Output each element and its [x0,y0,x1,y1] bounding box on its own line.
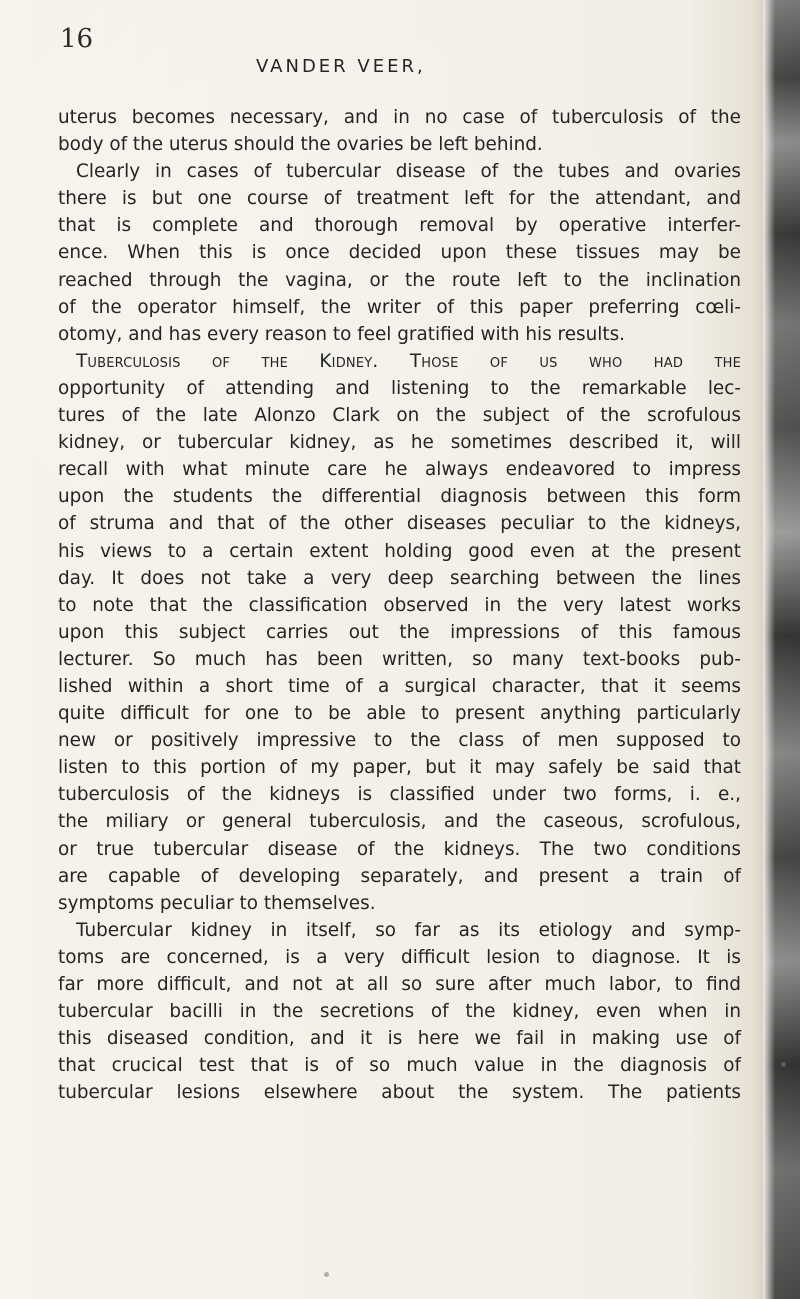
text-line: otomy, and has every reason to feel gratified with his results. [58,323,626,345]
text-line: lished within a short time of a surgical character, that it seems [58,675,741,697]
text-line: symptoms peculiar to themselves. [58,892,376,914]
text-line: of struma and that of the other diseases peculiar to the kidneys, [58,513,741,535]
scan-dot [324,1272,329,1277]
text-line: the miliary or general tuberculosis, and the caseous, scrofulous, [58,811,741,833]
text-line: upon this subject carries out the impressions of this famous [58,621,741,643]
text-line: of the operator himself, the writer of this paper preferring cœli- [58,296,741,318]
text-line: far more difficult, and not at all so sure after much labor, to find [58,974,741,995]
text-line: body of the uterus should the ovaries be left behind. [58,134,543,156]
page-number: 16 [60,24,94,54]
text-line: are capable of developing separately, and present a train of [58,865,741,887]
scan-mark [781,1062,786,1067]
text-line: Tubercular kidney in itself, so far as its etiology and symp- [76,919,741,941]
page-edge-shadow [763,0,800,1299]
text-line: quite difficult for one to be able to present anything particularly [58,703,741,725]
text-line: ence. When this is once decided upon these tissues may be [58,242,741,264]
text-line: that is complete and thorough removal by operative interfer- [58,215,741,237]
text-line: there is but one course of treatment left for the attendant, and [58,188,741,210]
text-line: recall with what minute care he always endeavored to impress [58,459,741,481]
text-line: kidney, or tubercular kidney, as he sometimes described it, will [58,432,741,454]
text-line: new or positively impressive to the class of men supposed to [58,730,741,752]
text-line: listen to this portion of my paper, but it may safely be said that [58,757,741,779]
text-line: uterus becomes necessary, and in no case of tuberculosis of the [58,107,741,128]
text-line: to note that the classification observed in the very latest works [58,594,741,616]
text-line: or true tubercular disease of the kidneys. The two conditions [58,838,741,860]
running-head: VANDER VEER, [256,56,426,77]
text-line: Clearly in cases of tubercular disease of the tubes and ovaries [76,161,741,183]
text-line: tures of the late Alonzo Clark on the subject of the scrofulous [58,405,741,427]
text-line: opportunity of attending and listening to the remarkable lec- [58,377,741,399]
text-line: his views to a certain extent holding good even at the present [58,540,741,562]
text-line: reached through the vagina, or the route left to the inclination [58,269,741,291]
text-line: tubercular bacilli in the secretions of the kidney, even when in [58,1001,741,1023]
text-line: lecturer. So much has been written, so many text-books pub- [58,648,741,670]
section-heading-line: Tuberculosis of the Kidney. Those of us who had the [76,350,741,372]
text-line: upon the students the differential diagnosis between this form [58,486,741,508]
body-text [58,104,741,1106]
text-line: tuberculosis of the kidneys is classified under two forms, i. e., [58,784,741,806]
text-line: tubercular lesions elsewhere about the system. The patients [58,1082,741,1104]
text-line: day. It does not take a very deep searching between the lines [58,567,741,589]
text-line: this diseased condition, and it is here we fail in making use of [58,1028,741,1050]
text-line: that crucical test that is of so much value in the diagnosis of [58,1055,741,1077]
text-line: toms are concerned, is a very difficult lesion to diagnose. It is [58,946,741,968]
